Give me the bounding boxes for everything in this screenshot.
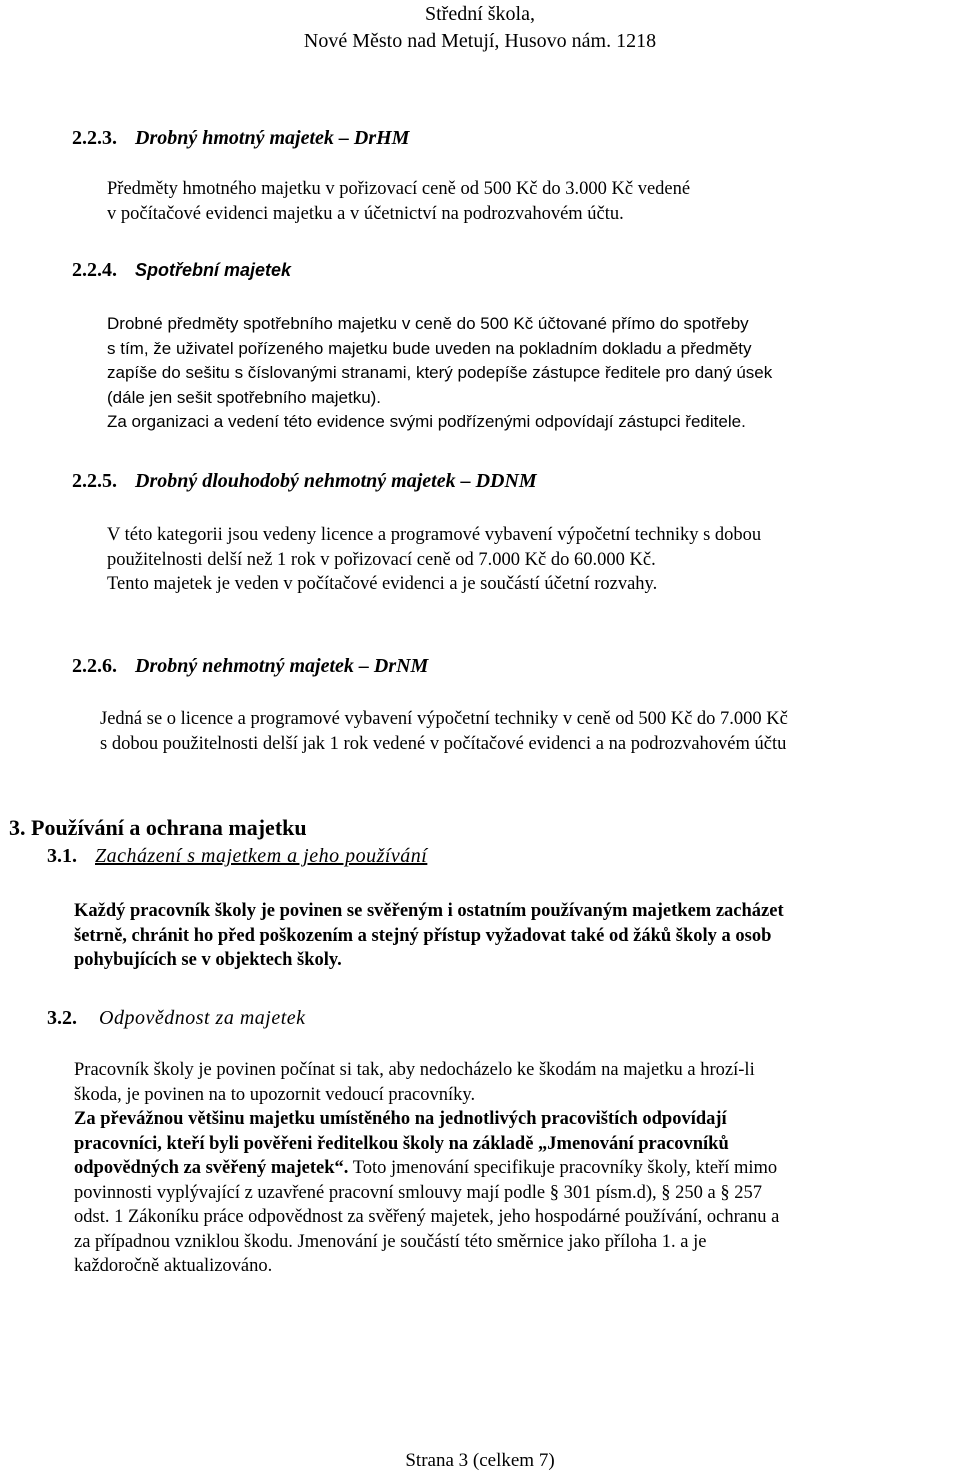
text-line: škoda, je povinen na to upozornit vedoucí pracovníky. [74,1084,476,1105]
chapter-title: 3. Používání a ochrana majetku [9,815,307,840]
text-line: Každý pracovník školy je povinen se svěřeným i ostatním používaným majetkem zacházet [74,901,784,921]
text-line: Jedná se o licence a programové vybavení výpočetní techniky v ceně od 500 Kč do 7.000 Kč [100,709,788,729]
section-title: Spotřební majetek [135,260,292,280]
text-line: Předměty hmotného majetku v pořizovací ceně od 500 Kč do 3.000 Kč vedené [107,179,691,199]
school-name: Střední škola, [425,3,535,25]
text-line: šetrně, chránit ho před poškozením a stejný přístup vyžadovat také od žáků školy a osob [74,925,772,946]
paragraph-2-2-6 [100,707,950,756]
heading-2-2-4 [72,259,291,282]
section-title: Drobný dlouhodobý nehmotný majetek – DDNM [135,470,537,492]
text-line: Drobné předměty spotřebního majetku v ceně do 500 Kč účtované přímo do spotřeby [107,314,749,333]
text-line: Pracovník školy je povinen počínat si tak, aby nedocházelo ke škodám na majetku a hrozí-li [74,1060,755,1080]
text-line: za případnou vzniklou škodu. Jmenování je součástí této směrnice jako příloha 1. a je [74,1231,707,1252]
text-line: pohybujících se v objektech školy. [74,950,342,970]
text-line: s tím, že uživatel pořízeného majetku bude uveden na pokladním dokladu a předměty [107,338,752,358]
text-line: použitelnosti delší než 1 rok v pořizovací ceně od 7.000 Kč do 60.000 Kč. [107,549,656,570]
paragraph-3-2 [74,1058,934,1279]
section-title: Drobný nehmotný majetek – DrNM [135,655,429,677]
normal-text: Toto jmenování specifikuje pracovníky školy, kteří mimo [348,1158,778,1178]
text-line: s dobou použitelnosti delší jak 1 rok vedené v počítačové evidenci a na podrozvahovém účtu [100,733,787,754]
text-line: povinnosti vyplývající z uzavřené pracovní smlouvy mají podle § 301 písm.d), § 250 a § 257 [74,1182,762,1203]
section-number: 3.1. [47,845,77,867]
section-number: 2.2.3. [72,127,117,149]
text-line: zapíše do sešitu s číslovanými stranami, který podepíše zástupce ředitele pro daný úsek [107,363,773,382]
section-number: 2.2.4. [72,259,117,281]
text-line: Za organizaci a vedení této evidence svými podřízenými odpovídají zástupci ředitele. [107,412,746,431]
paragraph-3-1 [74,899,934,973]
bold-text: odpovědných za svěřený majetek“. [74,1158,349,1178]
text-line: V této kategorii jsou vedeny licence a programové vybavení výpočetní techniky s dobou [107,525,762,545]
school-address: Nové Město nad Metují, Husovo nám. 1218 [303,30,657,52]
heading-2-2-5 [72,470,537,493]
text-line: pracovníci, kteří byli pověřeni ředitelkou školy na základě „Jmenování pracovníků [74,1133,729,1154]
section-title: Odpovědnost za majetek [99,1007,306,1029]
section-number: 3.2. [47,1007,77,1029]
heading-3-1 [47,845,427,868]
text-line: odst. 1 Zákoníku práce odpovědnost za svěřený majetek, jeho hospodárné používání, ochranu a [74,1207,780,1227]
page-number: Strana 3 (celkem 7) [405,1450,555,1471]
text-line: (dále jen sešit spotřebního majetku). [107,387,382,407]
paragraph-2-2-5 [107,523,927,597]
section-title: Drobný hmotný majetek – DrHM [135,127,410,149]
heading-2-2-3 [72,127,409,150]
section-number: 2.2.5. [72,470,117,492]
section-title: Zacházení s majetkem a jeho používání [95,845,428,867]
text-line: v počítačové evidenci majetku a v účetnictví na podrozvahovém účtu. [107,203,624,224]
text-line: každoročně aktualizováno. [74,1256,273,1276]
text-line: Za převážnou většinu majetku umístěného na jednotlivých pracovištích odpovídají [74,1109,727,1129]
paragraph-2-2-3 [107,177,867,226]
text-line-mixed [74,1156,934,1181]
paragraph-2-2-4 [107,312,927,435]
heading-2-2-6 [72,655,428,678]
section-number: 2.2.6. [72,655,117,677]
text-line: Tento majetek je veden v počítačové evidenci a je součástí účetní rozvahy. [107,574,658,594]
heading-3-2 [47,1007,306,1030]
